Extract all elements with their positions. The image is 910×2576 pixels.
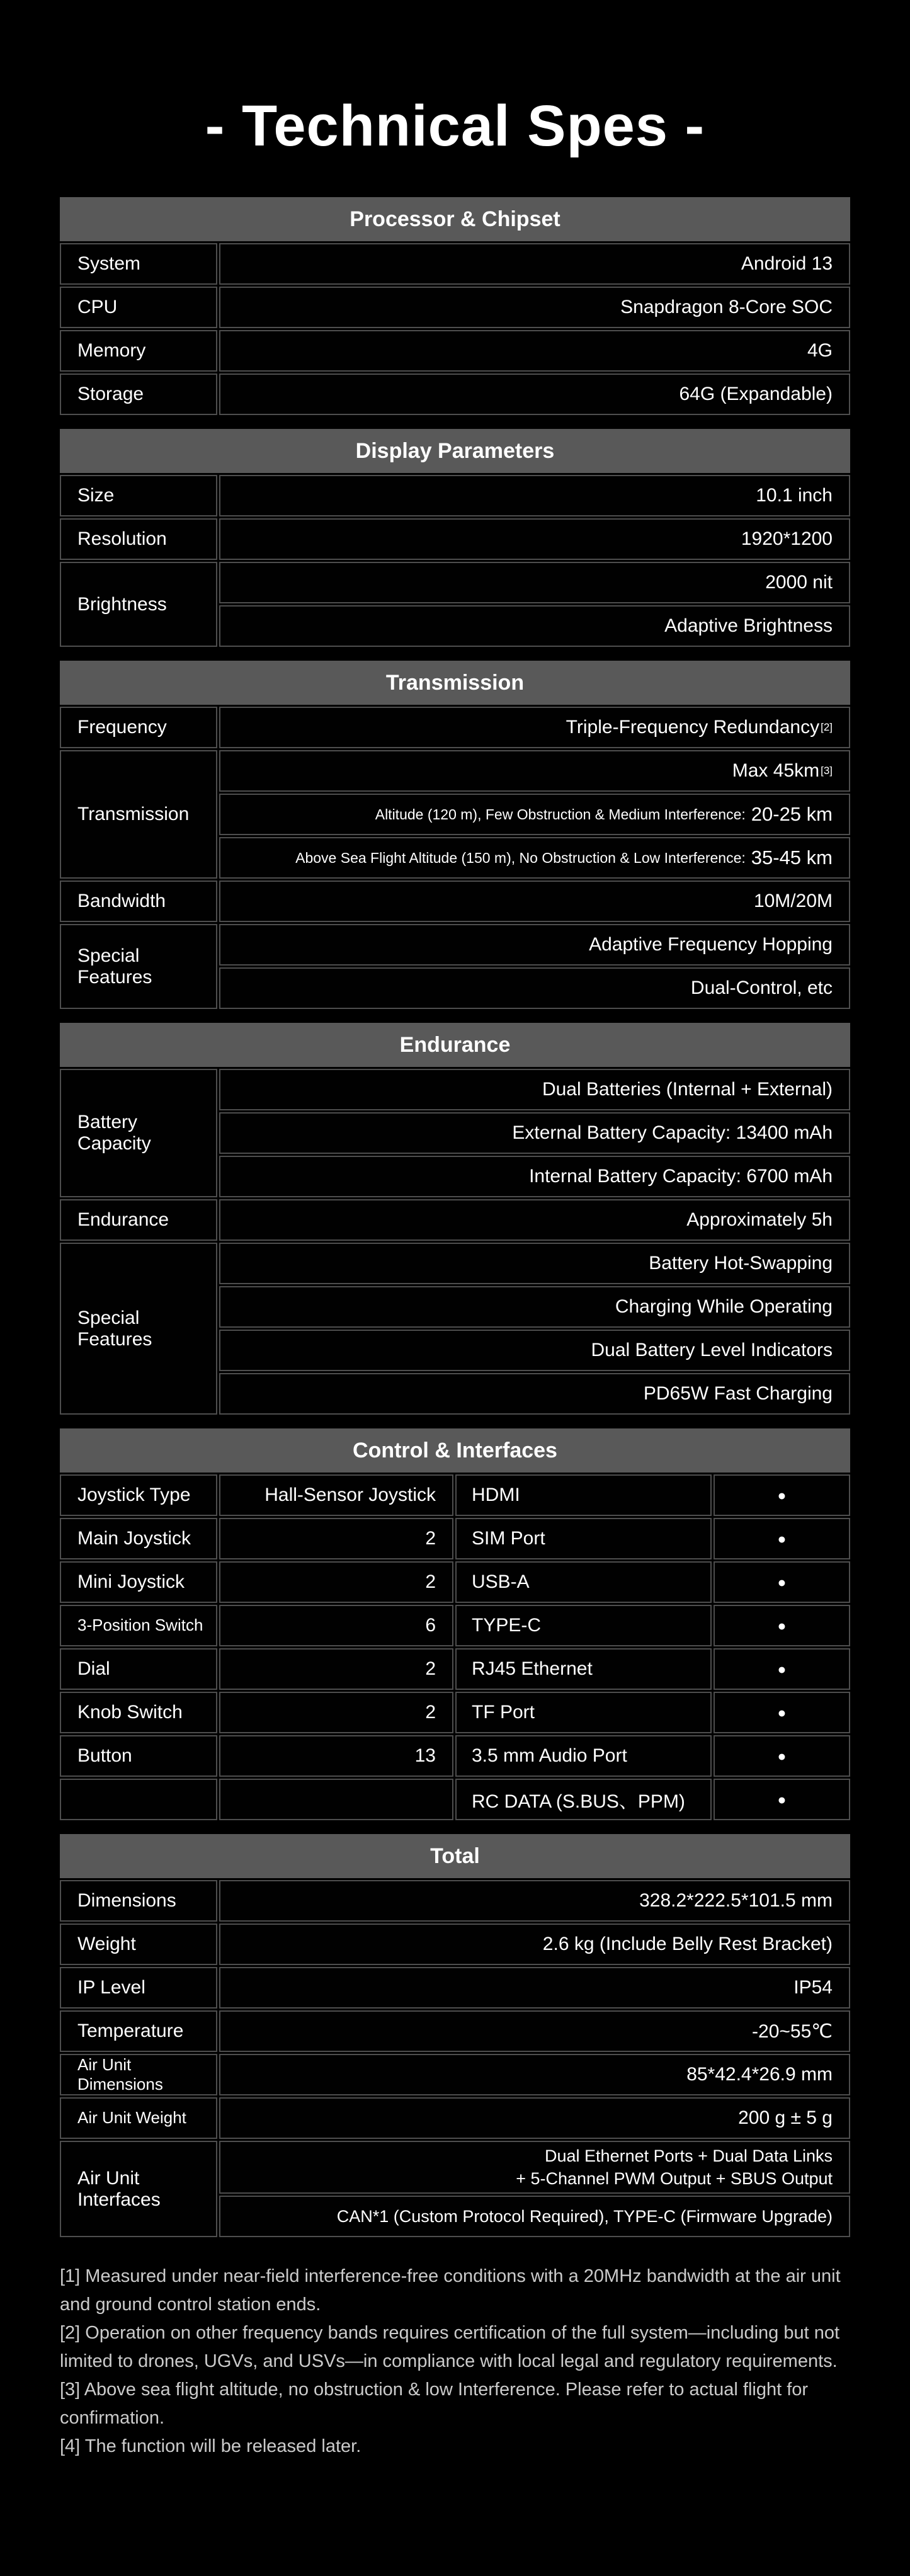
spec-value-bandwidth: 10M/20M	[219, 881, 850, 922]
spec-label-endurance: Endurance	[60, 1199, 217, 1241]
control-table	[60, 1474, 850, 1820]
spec-value-resolution: 1920*1200	[219, 518, 850, 560]
control-label-knob-switch: Knob Switch	[60, 1692, 217, 1733]
section-control-interfaces	[60, 1428, 850, 1820]
interface-present-audio-port	[714, 1735, 850, 1777]
dot-icon: ●	[777, 1573, 787, 1590]
spec-value-battery-indicators: Dual Battery Level Indicators	[219, 1330, 850, 1371]
section-processor-chipset	[60, 197, 850, 415]
spec-label-memory: Memory	[60, 330, 217, 372]
spec-value-ip-level: IP54	[219, 1967, 850, 2009]
spec-value-brightness-nit: 2000 nit	[219, 562, 850, 603]
interface-label-sim-port: SIM Port	[455, 1518, 712, 1559]
spec-value-size: 10.1 inch	[219, 475, 850, 516]
section-header-endurance: Endurance	[60, 1023, 850, 1067]
interface-label-type-c: TYPE-C	[455, 1605, 712, 1646]
interface-present-usb-a	[714, 1561, 850, 1603]
spec-value-air-unit-weight: 200 g ± 5 g	[219, 2097, 850, 2139]
footnote-2: [2] Operation on other frequency bands requires certification of the full system—including but not limited to drones, UGVs, and USVs—in compliance with local legal and regulatory requirements.	[60, 2322, 840, 2371]
spec-value-air-unit-interfaces-1	[219, 2141, 850, 2194]
footnote-1: [1] Measured under near-field interference-free conditions with a 20MHz bandwidth at the air unit and ground control station ends.	[60, 2266, 841, 2315]
spec-label-weight: Weight	[60, 1923, 217, 1965]
spec-label-system: System	[60, 243, 217, 285]
spec-label-bandwidth: Bandwidth	[60, 881, 217, 922]
spec-value-fast-charging: PD65W Fast Charging	[219, 1373, 850, 1415]
dot-icon: ●	[777, 1617, 787, 1634]
spec-value-air-unit-interfaces-2: CAN*1 (Custom Protocol Required), TYPE-C (Firmware Upgrade)	[219, 2196, 850, 2237]
spec-value-system: Android 13	[219, 243, 850, 285]
spec-value-dual-batteries: Dual Batteries (Internal + External)	[219, 1069, 850, 1110]
cond2-text: Above Sea Flight Altitude (150 m), No Obstruction & Low Interference:	[295, 849, 746, 866]
spec-label-air-unit-dimensions: Air Unit Dimensions	[60, 2054, 217, 2095]
display-table	[60, 475, 850, 647]
spec-value-frequency: Triple-Frequency Redundancy [2]	[219, 707, 850, 748]
spec-label-special-features-tx: Special Features	[60, 924, 217, 1009]
spec-value-weight: 2.6 kg (Include Belly Rest Bracket)	[219, 1923, 850, 1965]
spec-value-dual-control: Dual-Control, etc	[219, 967, 850, 1009]
interface-label-tf-port: TF Port	[455, 1692, 712, 1733]
frequency-value-text: Triple-Frequency Redundancy	[566, 717, 820, 738]
control-label-joystick-type: Joystick Type	[60, 1474, 217, 1516]
footnote-4: [4] The function will be released later.	[60, 2436, 361, 2456]
interfaces-line1a: Dual Ethernet Ports + Dual Data Links	[545, 2146, 833, 2165]
control-label-button: Button	[60, 1735, 217, 1777]
footnote-3: [3] Above sea flight altitude, no obstruction & low Interference. Please refer to actual flight for confirmation.	[60, 2379, 809, 2428]
section-display-parameters	[60, 429, 850, 647]
interface-present-rj45	[714, 1648, 850, 1690]
interface-present-type-c	[714, 1605, 850, 1646]
interface-label-rj45: RJ45 Ethernet	[455, 1648, 712, 1690]
footnotes	[60, 2262, 855, 2461]
spec-value-transmission-cond1	[219, 794, 850, 835]
section-header-transmission: Transmission	[60, 661, 850, 705]
endurance-table	[60, 1069, 850, 1415]
control-count-dial: 2	[219, 1648, 453, 1690]
section-header-display: Display Parameters	[60, 429, 850, 473]
interface-label-rc-data: RC DATA (S.BUS、PPM)	[455, 1779, 712, 1820]
spec-value-internal-battery: Internal Battery Capacity: 6700 mAh	[219, 1156, 850, 1197]
spec-value-transmission-max: Max 45km [3]	[219, 750, 850, 792]
interfaces-line1b: + 5-Channel PWM Output + SBUS Output	[516, 2169, 833, 2188]
spec-label-brightness: Brightness	[60, 562, 217, 647]
spec-label-cpu: CPU	[60, 287, 217, 328]
control-label-3-position-switch: 3-Position Switch	[60, 1605, 217, 1646]
dot-icon: ●	[777, 1747, 787, 1764]
section-total	[60, 1834, 850, 2237]
cond1-value: 20-25 km	[751, 803, 833, 825]
spec-label-transmission: Transmission	[60, 750, 217, 879]
spec-label-temperature: Temperature	[60, 2010, 217, 2052]
processor-table	[60, 243, 850, 415]
interface-present-sim-port	[714, 1518, 850, 1559]
spec-value-dimensions: 328.2*222.5*101.5 mm	[219, 1880, 850, 1922]
interface-label-usb-a: USB-A	[455, 1561, 712, 1603]
spec-value-brightness-adaptive: Adaptive Brightness	[219, 605, 850, 647]
control-label-mini-joystick: Mini Joystick	[60, 1561, 217, 1603]
dot-icon: ●	[777, 1791, 787, 1808]
spec-value-transmission-cond2	[219, 837, 850, 879]
transmission-table	[60, 707, 850, 1009]
dot-icon: ●	[777, 1530, 787, 1547]
control-count-3-position-switch: 6	[219, 1605, 453, 1646]
section-transmission	[60, 661, 850, 1009]
dot-icon: ●	[777, 1486, 787, 1503]
spec-value-endurance: Approximately 5h	[219, 1199, 850, 1241]
spec-label-frequency: Frequency	[60, 707, 217, 748]
interface-label-hdmi: HDMI	[455, 1474, 712, 1516]
spec-value-storage: 64G (Expandable)	[219, 373, 850, 415]
cond2-value: 35-45 km	[751, 846, 833, 869]
control-count-knob-switch: 2	[219, 1692, 453, 1733]
total-table	[60, 1880, 850, 2237]
control-count-main-joystick: 2	[219, 1518, 453, 1559]
spec-value-air-unit-dimensions: 85*42.4*26.9 mm	[219, 2054, 850, 2095]
spec-value-external-battery: External Battery Capacity: 13400 mAh	[219, 1112, 850, 1154]
spec-value-freq-hopping: Adaptive Frequency Hopping	[219, 924, 850, 966]
spec-label-special-features-endurance: Special Features	[60, 1243, 217, 1415]
interface-present-rc-data	[714, 1779, 850, 1820]
spec-value-temperature: -20~55℃	[219, 2010, 850, 2052]
interface-label-audio-port: 3.5 mm Audio Port	[455, 1735, 712, 1777]
spec-label-battery-capacity: Battery Capacity	[60, 1069, 217, 1197]
section-header-total: Total	[60, 1834, 850, 1878]
section-header-control: Control & Interfaces	[60, 1428, 850, 1473]
control-label-main-joystick: Main Joystick	[60, 1518, 217, 1559]
spec-label-air-unit-weight: Air Unit Weight	[60, 2097, 217, 2139]
page-title: - Technical Spes -	[205, 94, 705, 158]
cond1-text: Altitude (120 m), Few Obstruction & Medium Interference:	[375, 806, 746, 823]
control-count-button: 13	[219, 1735, 453, 1777]
control-label-dial: Dial	[60, 1648, 217, 1690]
spec-value-memory: 4G	[219, 330, 850, 372]
spec-label-resolution: Resolution	[60, 518, 217, 560]
spec-label-storage: Storage	[60, 373, 217, 415]
control-count-empty	[219, 1779, 453, 1820]
spec-label-air-unit-interfaces: Air Unit Interfaces	[60, 2141, 217, 2237]
spec-label-dimensions: Dimensions	[60, 1880, 217, 1922]
spec-value-cpu: Snapdragon 8-Core SOC	[219, 287, 850, 328]
control-count-joystick-type: Hall-Sensor Joystick	[219, 1474, 453, 1516]
transmission-max-text: Max 45km	[732, 760, 820, 781]
interface-present-hdmi	[714, 1474, 850, 1516]
dot-icon: ●	[777, 1660, 787, 1677]
dot-icon: ●	[777, 1704, 787, 1721]
spec-value-charging-operating: Charging While Operating	[219, 1286, 850, 1328]
control-label-empty	[60, 1779, 217, 1820]
spec-label-size: Size	[60, 475, 217, 516]
section-endurance	[60, 1023, 850, 1415]
section-header-processor: Processor & Chipset	[60, 197, 850, 241]
spec-value-hot-swapping: Battery Hot-Swapping	[219, 1243, 850, 1284]
control-count-mini-joystick: 2	[219, 1561, 453, 1603]
spec-label-ip-level: IP Level	[60, 1967, 217, 2009]
interface-present-tf-port	[714, 1692, 850, 1733]
